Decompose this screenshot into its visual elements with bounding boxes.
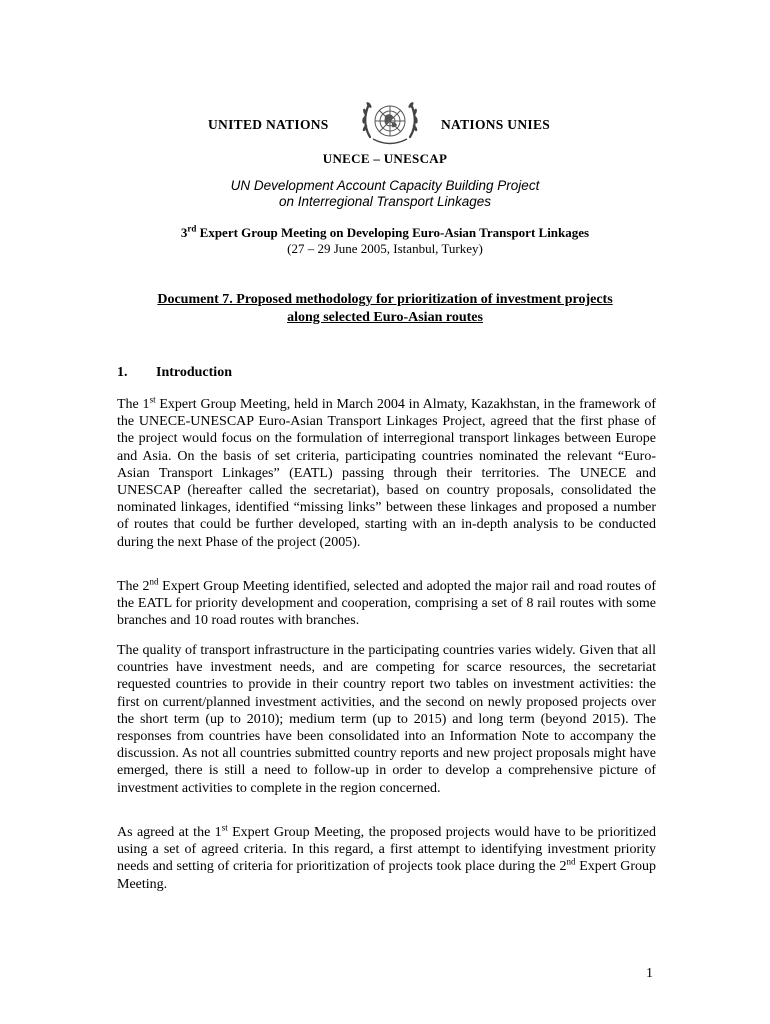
paragraph-2: The 2nd Expert Group Meeting identified, selected and adopted the major rail and road routes of the EATL for priority development and cooperation, comprising a set of 8 rail routes with some branches and 10 road routes with branches. [117,576,657,629]
meeting-dates: (27 – 29 June 2005, Istanbul, Turkey) [287,241,483,256]
document-title-line2: along selected Euro-Asian routes [287,310,483,325]
section-number: 1. [117,365,128,380]
org-name-fr: NATIONS UNIES [441,117,551,132]
org-name-en: UNITED NATIONS [208,117,329,132]
document-title [0,291,770,327]
un-emblem-icon [355,92,425,152]
paragraph-1: The 1st Expert Group Meeting, held in March 2004 in Almaty, Kazakhstan, in the framework of the UNECE-UNESCAP Euro-Asian Transport Linkages Project, agreed that the first phase of the project would focus on the formulation of interregional transport linkages between Europe and Asia. On the basis of set criteria, participating countries nominated the relevant “Euro-Asian Transport Linkages” (EATL) passing through their territories. The UNECE and UNESCAP (hereafter called the secretariat), based on country proposals, consolidated the nominated linkages, identified “missing links” between these linkages and proposed a number of routes that could be further developed, starting with an in-depth analysis to be conducted during the next Phase of the project (2005). [117,394,656,550]
page-number: 1 [646,966,653,981]
project-title-line2: on Interregional Transport Linkages [278,194,492,209]
meeting-title: 3rd Expert Group Meeting on Developing Euro-Asian Transport Linkages [180,223,590,240]
project-title-line1: UN Development Account Capacity Building Project [230,178,540,193]
section-title: Introduction [156,365,232,380]
document-title-line1: Document 7. Proposed methodology for prioritization of investment projects [157,292,613,307]
joint-commission-label: UNECE – UNESCAP [322,151,448,166]
paragraph-3: The quality of transport infrastructure in the participating countries varies widely. Given that all countries have investment needs, and are competing for scarce resources, the secretariat requested countries to provide in their country report two tables on investment activities: the first on current/planned investment activities, and the second on newly proposed projects over the short term (up to 2010); medium term (up to 2015) and long term (beyond 2015). The responses from countries have been consolidated into an Information Note to accompany the discussion. As not all countries submitted country reports and new project proposals might have emerged, there is still a need to follow-up in order to develop a comprehensive picture of investment activities to complete in the region concerned. [117,643,656,796]
paragraph-4: As agreed at the 1st Expert Group Meeting, the proposed projects would have to be prioritized using a set of agreed criteria. In this regard, a first attempt to identifying investment priority needs and setting of criteria for prioritization of projects took place during the 2nd Expert Group Meeting. [117,822,657,892]
